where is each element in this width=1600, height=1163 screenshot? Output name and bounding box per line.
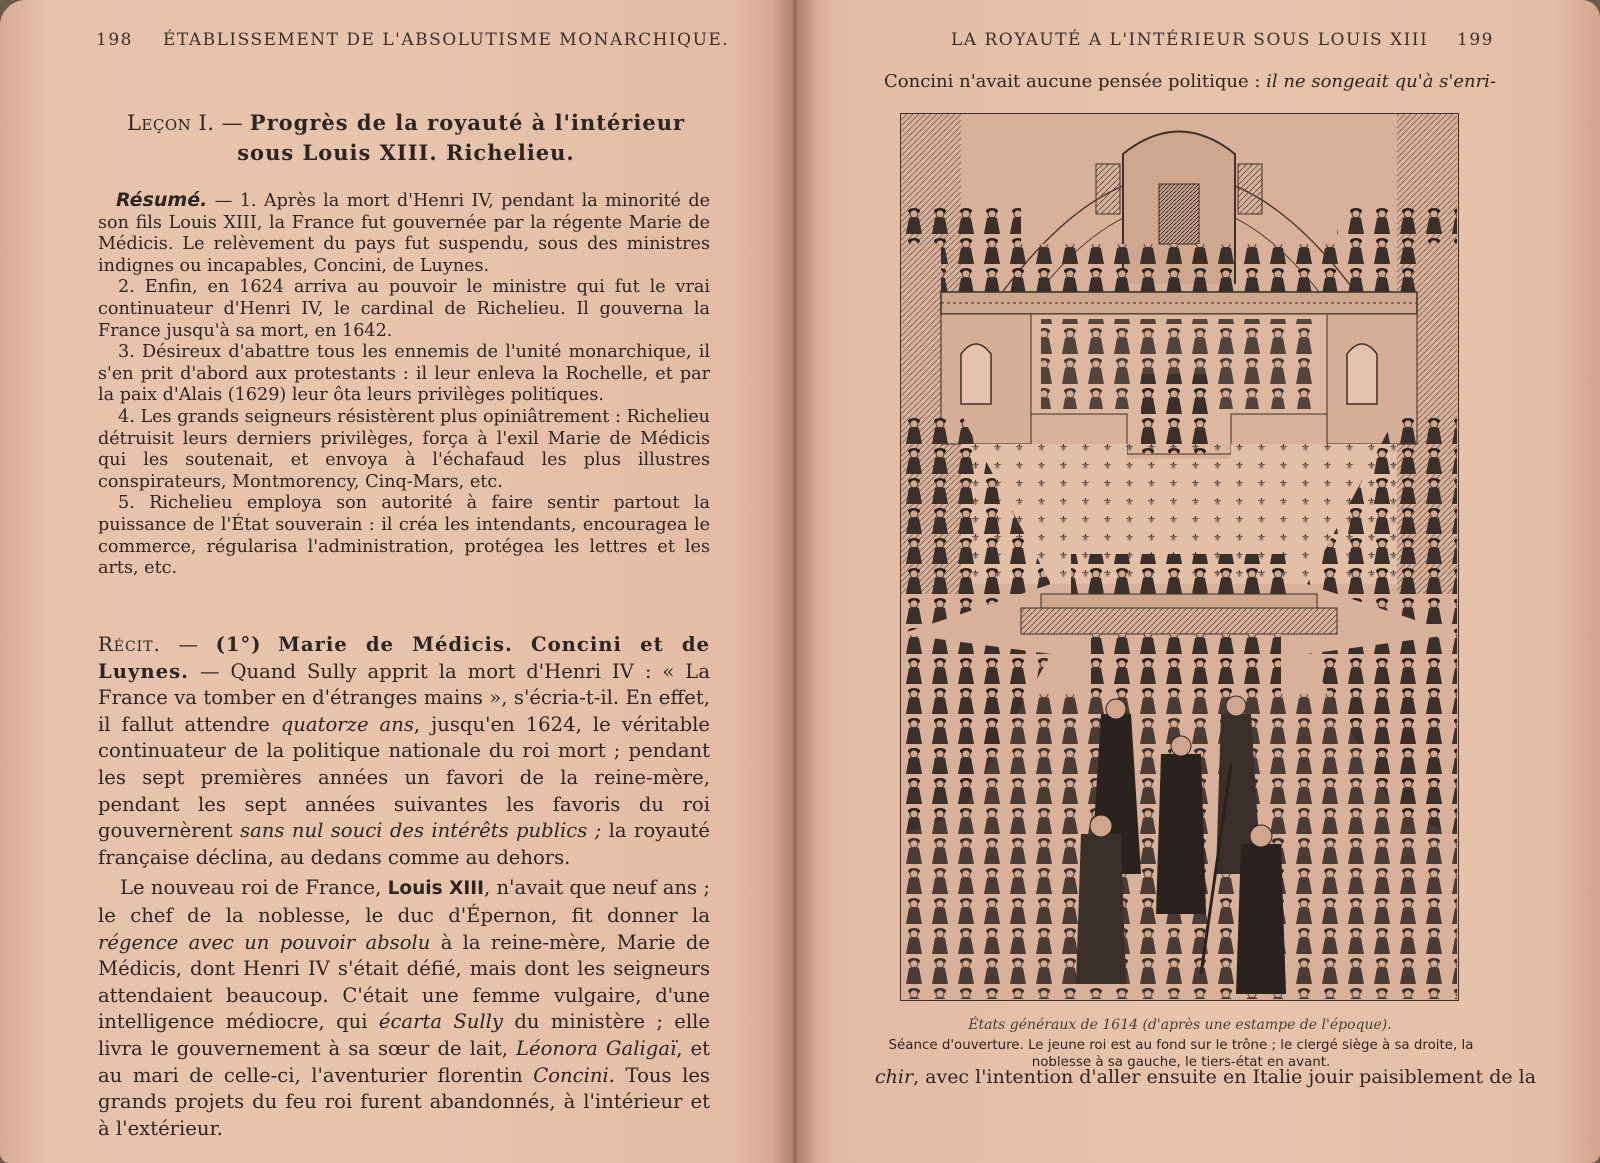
recit-heading-number: (1°)	[215, 633, 262, 656]
figure-caption-text: Séance d'ouverture. Le jeune roi est au fond sur le trône ; le clergé siège à sa droite, la noblesse à sa gauche, le tiers-état en avant.	[888, 1038, 1474, 1070]
recit-label: Récit. —	[98, 633, 199, 656]
recit-text: à la reine-mère, Marie de Médicis, dont Henri IV s'était défié, mais dont les seigneurs attendaient beaucoup. C'était une femme vulgaire, d'une intelligence médiocre, qui	[98, 930, 710, 1034]
left-page-number: 198	[96, 30, 133, 50]
lesson-title-line2: sous Louis XIII. Richelieu.	[237, 140, 575, 165]
right-top-text: Concini n'avait aucune pensée politique :	[884, 71, 1267, 92]
book-gutter	[772, 0, 818, 1163]
resume-section	[98, 190, 710, 580]
recit-text: , n'avait que neuf ans ; le chef de la noblesse, le duc d'Épernon, fit donner la	[98, 876, 710, 927]
right-page-number: 199	[1457, 30, 1494, 50]
recit-text: , jusqu'en 1624, le véritable continuateur de la politique nationale du roi mort ; pendant les sept premières années un favori de la reine-mère, pendant les sept années suivantes les favoris du roi gouvernèrent	[98, 712, 710, 843]
recit-italic: régence avec un pouvoir absolu	[98, 930, 431, 954]
recit-paragraph-2	[98, 875, 710, 1142]
recit-section	[98, 632, 710, 1142]
recit-text: — Quand Sully apprit la mort d'Henri IV : « La France va tomber en d'étranges mains », s'écria-t-il. En effet, il fallut attendre	[98, 659, 711, 736]
resume-text-1: — 1. Après la mort d'Henri IV, pendant la minorité de son fils Louis XIII, la France fut gouvernée par la régente Marie de Médicis. Le relèvement du pays fut suspendu, sous des ministres indignes ou incapables, Concini, de Luynes.	[98, 191, 711, 276]
left-running-head: ÉTABLISSEMENT DE L'ABSOLUTISME MONARCHIQUE.	[163, 30, 730, 50]
recit-heading: Marie de Médicis. Concini et de Luynes.	[98, 633, 710, 683]
right-top-italic: il ne songeait qu'à s'enri-	[1266, 71, 1497, 92]
right-bottom-line	[875, 1066, 1536, 1088]
recit-text: du ministère ; elle livra le gouvernement à sa sœur de lait,	[98, 1010, 711, 1060]
resume-label: Résumé.	[116, 189, 208, 211]
recit-italic: quatorze ans	[280, 712, 414, 736]
lesson-title-line1: Progrès de la royauté à l'intérieur	[249, 110, 686, 135]
etats-generaux-engraving	[900, 113, 1459, 1001]
recit-text: Le nouveau roi de France,	[120, 876, 388, 900]
figure-caption-title: États généraux de 1614 (d'après une estampe de l'époque).	[968, 1017, 1392, 1033]
engraving-illustration	[901, 114, 1457, 999]
lesson-title	[106, 108, 706, 168]
right-bottom-text: , avec l'intention d'aller ensuite en Italie jouir paisiblement de la	[913, 1066, 1537, 1088]
lesson-label: Leçon I. —	[126, 111, 244, 135]
recit-italic: sans nul souci des intérêts publics ;	[240, 819, 602, 843]
right-top-line	[884, 71, 1496, 92]
right-bottom-italic: chir	[875, 1066, 914, 1088]
recit-text: Tous les grands projets du feu roi furent abandonnés, à l'intérieur et à l'extérieur.	[98, 1063, 710, 1140]
recit-italic: écarta Sully	[378, 1010, 503, 1034]
resume-point-4: 4. Les grands seigneurs résistèrent plus opiniâtrement : Richelieu détruisit leurs derniers privilèges, força à l'exil Marie de Médicis qui les soutenait, et envoya à l'échafaud les plus illustres conspirateurs, Montmorency, Cinq-Mars, etc.	[98, 406, 710, 492]
recit-italic: Léonora Galigaï	[516, 1036, 677, 1060]
recit-italic: Concini.	[533, 1063, 615, 1087]
resume-point-2: 2. Enfin, en 1624 arriva au pouvoir le ministre qui fut le vrai continuateur d'Henri IV, le cardinal de Richelieu. Il gouverna la France jusqu'à sa mort, en 1642.	[98, 277, 710, 341]
right-running-head: LA ROYAUTÉ A L'INTÉRIEUR SOUS LOUIS XIII	[951, 30, 1429, 50]
resume-point-3: 3. Désireux d'abattre tous les ennemis de l'unité monarchique, il s'en prit d'abord aux protestants : il leur enleva la Rochelle, et par la paix d'Alais (1629) leur ôta leurs privilèges politiques.	[98, 342, 710, 406]
recit-paragraph-1	[98, 632, 710, 871]
resume-point-1	[98, 190, 710, 277]
recit-text: la royauté française déclina, au dedans comme au dehors.	[98, 819, 710, 869]
recit-bold: Louis XIII	[387, 878, 485, 900]
recit-text: , et au mari de celle-ci, l'aventurier florentin	[98, 1036, 711, 1087]
resume-point-5: 5. Richelieu employa son autorité à faire sentir partout la puissance de l'État souverain : il créa les intendants, encouragea le commerce, régularisa l'administration, protégea les lettres et les arts, etc.	[98, 493, 710, 579]
